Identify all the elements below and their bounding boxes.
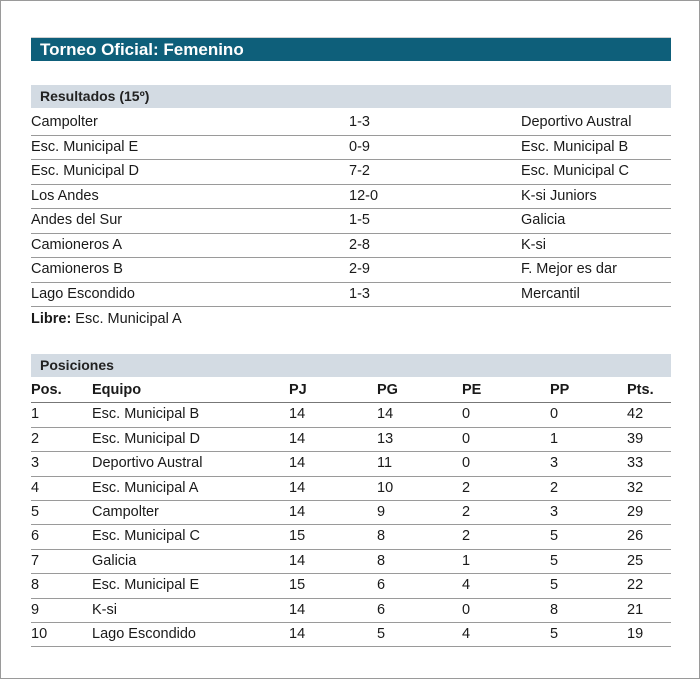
pe-cell: 4	[462, 577, 471, 594]
pe-cell: 2	[462, 528, 471, 545]
pos-cell: 3	[31, 455, 40, 472]
pe-cell: 1	[462, 552, 471, 569]
away-team: Esc. Municipal C	[521, 163, 629, 179]
away-team: F. Mejor es dar	[521, 261, 617, 277]
home-team: Los Andes	[31, 187, 99, 204]
pts-cell: 19	[627, 625, 644, 642]
pp-cell: 1	[550, 430, 559, 447]
pos-cell: 2	[31, 430, 40, 447]
pos-cell: 10	[31, 625, 48, 642]
result-row	[31, 136, 671, 161]
pg-cell: 6	[377, 577, 386, 594]
pg-cell: 6	[377, 601, 386, 618]
col-pj: PJ	[289, 382, 307, 398]
table-row	[31, 574, 671, 598]
col-pts: Pts.	[627, 382, 654, 398]
pp-cell: 3	[550, 503, 559, 520]
pj-cell: 14	[289, 430, 306, 447]
pp-cell: 8	[550, 601, 559, 618]
home-team: Lago Escondido	[31, 285, 135, 302]
pe-cell: 4	[462, 625, 471, 642]
results-table	[31, 111, 671, 307]
col-pos: Pos.	[31, 382, 62, 398]
pos-cell: 9	[31, 601, 40, 618]
pp-cell: 5	[550, 577, 559, 594]
team-cell: Esc. Municipal A	[92, 479, 199, 496]
title-bar	[31, 37, 671, 61]
pts-cell: 33	[627, 455, 644, 472]
pg-cell: 11	[377, 455, 393, 472]
score: 12-0	[349, 187, 379, 204]
pj-cell: 14	[289, 625, 306, 642]
result-row	[31, 283, 671, 308]
pts-cell: 22	[627, 577, 644, 594]
away-team: Galicia	[521, 212, 566, 228]
pts-cell: 32	[627, 479, 644, 496]
home-team: Campolter	[31, 114, 98, 130]
standings-column-headers	[31, 379, 671, 403]
pp-cell: 2	[550, 479, 559, 496]
pos-cell: 6	[31, 528, 40, 545]
result-row	[31, 234, 671, 259]
pp-cell: 5	[550, 528, 559, 545]
score: 1-5	[349, 212, 370, 228]
pe-cell: 0	[462, 406, 471, 423]
team-cell: Galicia	[92, 552, 137, 569]
pe-cell: 0	[462, 601, 471, 618]
table-row	[31, 550, 671, 574]
pj-cell: 14	[289, 455, 306, 472]
team-cell: K-si	[92, 601, 117, 618]
table-row	[31, 599, 671, 623]
table-row	[31, 623, 671, 647]
score: 1-3	[349, 114, 370, 130]
pg-cell: 8	[377, 552, 386, 569]
team-cell: Esc. Municipal D	[92, 430, 200, 447]
pj-cell: 14	[289, 552, 306, 569]
home-team: Esc. Municipal D	[31, 163, 139, 179]
pos-cell: 8	[31, 577, 40, 594]
bye-note	[31, 310, 182, 328]
pts-cell: 39	[627, 430, 644, 447]
pp-cell: 3	[550, 455, 559, 472]
pe-cell: 2	[462, 479, 471, 496]
pj-cell: 15	[289, 528, 306, 545]
pj-cell: 14	[289, 479, 306, 496]
score: 7-2	[349, 163, 370, 179]
result-row	[31, 209, 671, 234]
pts-cell: 26	[627, 528, 644, 545]
pp-cell: 5	[550, 552, 559, 569]
table-row	[31, 501, 671, 525]
table-row	[31, 452, 671, 476]
pos-cell: 5	[31, 503, 40, 520]
pg-cell: 13	[377, 430, 394, 447]
result-row	[31, 160, 671, 185]
score: 2-8	[349, 236, 370, 253]
standings-header	[31, 354, 671, 377]
col-team: Equipo	[92, 382, 142, 398]
team-cell: Esc. Municipal C	[92, 528, 200, 545]
pos-cell: 4	[31, 479, 40, 496]
pe-cell: 0	[462, 430, 471, 447]
pj-cell: 14	[289, 601, 306, 618]
away-team: K-si	[521, 236, 546, 253]
pp-cell: 0	[550, 406, 559, 423]
standings-table	[31, 379, 671, 647]
table-row	[31, 403, 671, 427]
away-team: Esc. Municipal B	[521, 138, 629, 155]
away-team: Deportivo Austral	[521, 114, 632, 130]
pg-cell: 8	[377, 528, 386, 545]
pp-cell: 5	[550, 625, 559, 642]
pts-cell: 21	[627, 601, 644, 618]
standings-heading: Posiciones	[40, 357, 114, 373]
result-row	[31, 185, 671, 210]
score: 2-9	[349, 261, 370, 277]
home-team: Camioneros A	[31, 236, 123, 253]
pe-cell: 2	[462, 503, 471, 520]
team-cell: Esc. Municipal E	[92, 577, 200, 594]
results-header	[31, 85, 671, 108]
pe-cell: 0	[462, 455, 471, 472]
score: 1-3	[349, 285, 370, 302]
bye-label: Libre:	[31, 311, 72, 327]
results-heading: Resultados (15º)	[40, 88, 150, 104]
pos-cell: 1	[31, 406, 40, 423]
table-row	[31, 525, 671, 549]
score: 0-9	[349, 138, 370, 155]
col-pp: PP	[550, 382, 570, 398]
result-row	[31, 258, 671, 283]
table-row	[31, 477, 671, 501]
pj-cell: 14	[289, 406, 306, 423]
pts-cell: 29	[627, 503, 644, 520]
col-pg: PG	[377, 382, 398, 398]
team-cell: Deportivo Austral	[92, 455, 203, 472]
pg-cell: 10	[377, 479, 394, 496]
pts-cell: 25	[627, 552, 644, 569]
pts-cell: 42	[627, 406, 644, 423]
page-title: Torneo Oficial: Femenino	[40, 40, 244, 59]
home-team: Esc. Municipal E	[31, 138, 139, 155]
pj-cell: 14	[289, 503, 306, 520]
team-cell: Campolter	[92, 503, 159, 520]
pos-cell: 7	[31, 552, 40, 569]
table-row	[31, 428, 671, 452]
team-cell: Esc. Municipal B	[92, 406, 200, 423]
pg-cell: 9	[377, 503, 386, 520]
result-row	[31, 111, 671, 136]
pg-cell: 14	[377, 406, 394, 423]
away-team: Mercantil	[521, 285, 580, 302]
pg-cell: 5	[377, 625, 386, 642]
home-team: Andes del Sur	[31, 212, 123, 228]
home-team: Camioneros B	[31, 261, 123, 277]
bye-team: Esc. Municipal A	[71, 311, 182, 327]
team-cell: Lago Escondido	[92, 625, 196, 642]
col-pe: PE	[462, 382, 482, 398]
pj-cell: 15	[289, 577, 306, 594]
away-team: K-si Juniors	[521, 187, 597, 204]
